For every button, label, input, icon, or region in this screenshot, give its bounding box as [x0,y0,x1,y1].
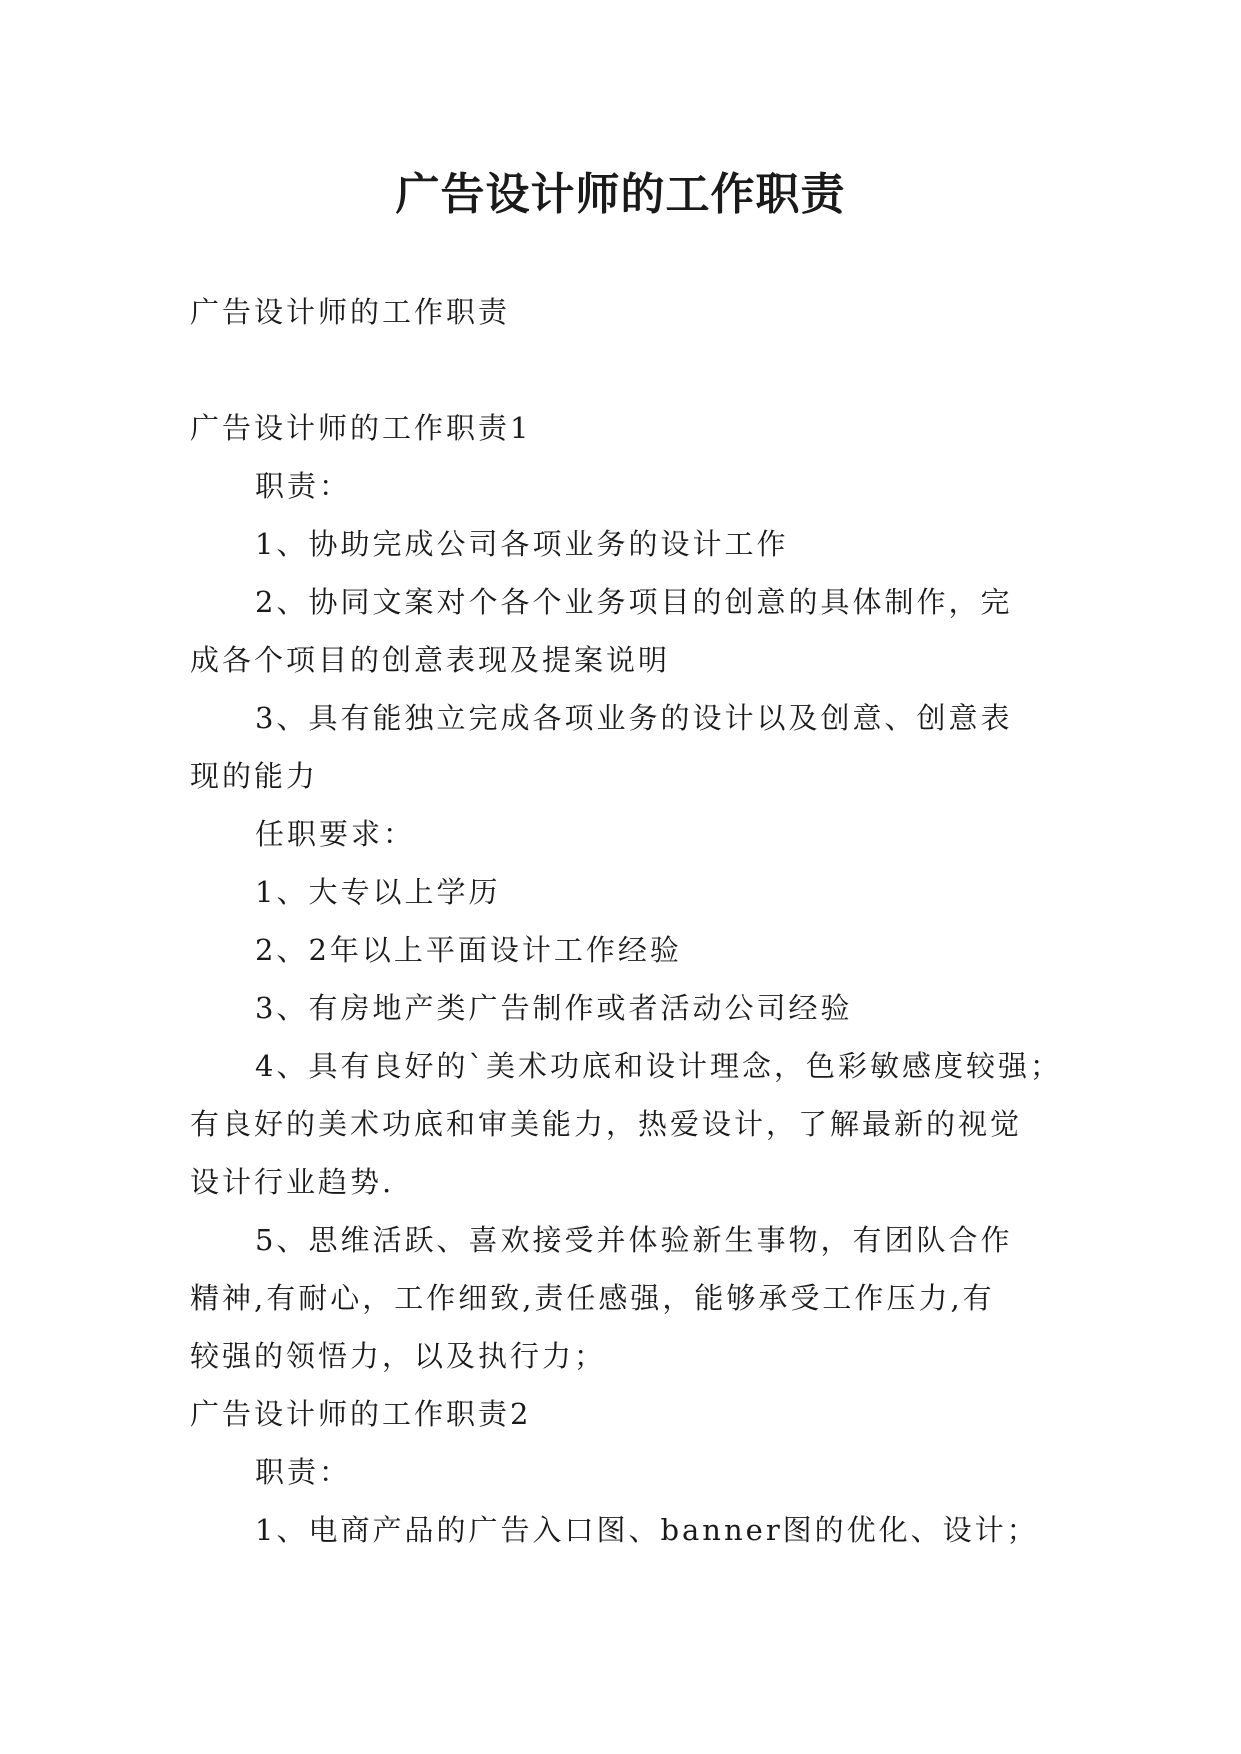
document-title: 广告设计师的工作职责 [395,169,846,220]
section1-requirement-4-line-1: 4、具有良好的`美术功底和设计理念，色彩敏感度较强； [255,1049,1062,1083]
section1-duties-label: 职责： [255,469,352,503]
section1-requirement-2: 2、2年以上平面设计工作经验 [255,933,682,967]
section1-requirements-label: 任职要求： [255,817,416,851]
section1-requirement-5-line-3: 较强的领悟力，以及执行力； [190,1339,607,1373]
section1-duty-1: 1、协助完成公司各项业务的设计工作 [255,527,789,561]
document-subtitle: 广告设计师的工作职责 [190,295,511,329]
section1-heading: 广告设计师的工作职责1 [190,411,532,445]
section1-requirement-5-line-2: 精神,有耐心，工作细致,责任感强，能够承受工作压力,有 [190,1281,995,1315]
section1-duty-3-line-2: 现的能力 [190,759,319,793]
section2-heading: 广告设计师的工作职责2 [190,1397,532,1431]
section1-duty-2-line-2: 成各个项目的创意表现及提案说明 [190,643,671,677]
section1-requirement-4-line-2: 有良好的美术功底和审美能力，热爱设计，了解最新的视觉 [190,1107,1023,1141]
section1-requirement-1: 1、大专以上学历 [255,875,501,909]
section1-requirement-3: 3、有房地产类广告制作或者活动公司经验 [255,991,853,1025]
section2-duties-label: 职责： [255,1455,352,1489]
section1-requirement-4-line-3: 设计行业趋势. [190,1165,395,1199]
section1-requirement-5-line-1: 5、思维活跃、喜欢接受并体验新生事物，有团队合作 [255,1223,1013,1257]
section1-duty-2-line-1: 2、协同文案对个各个业务项目的创意的具体制作，完 [255,585,1013,619]
section1-duty-3-line-1: 3、具有能独立完成各项业务的设计以及创意、创意表 [255,701,1013,735]
section2-duty-1: 1、电商产品的广告入口图、banner图的优化、设计； [255,1513,1039,1547]
